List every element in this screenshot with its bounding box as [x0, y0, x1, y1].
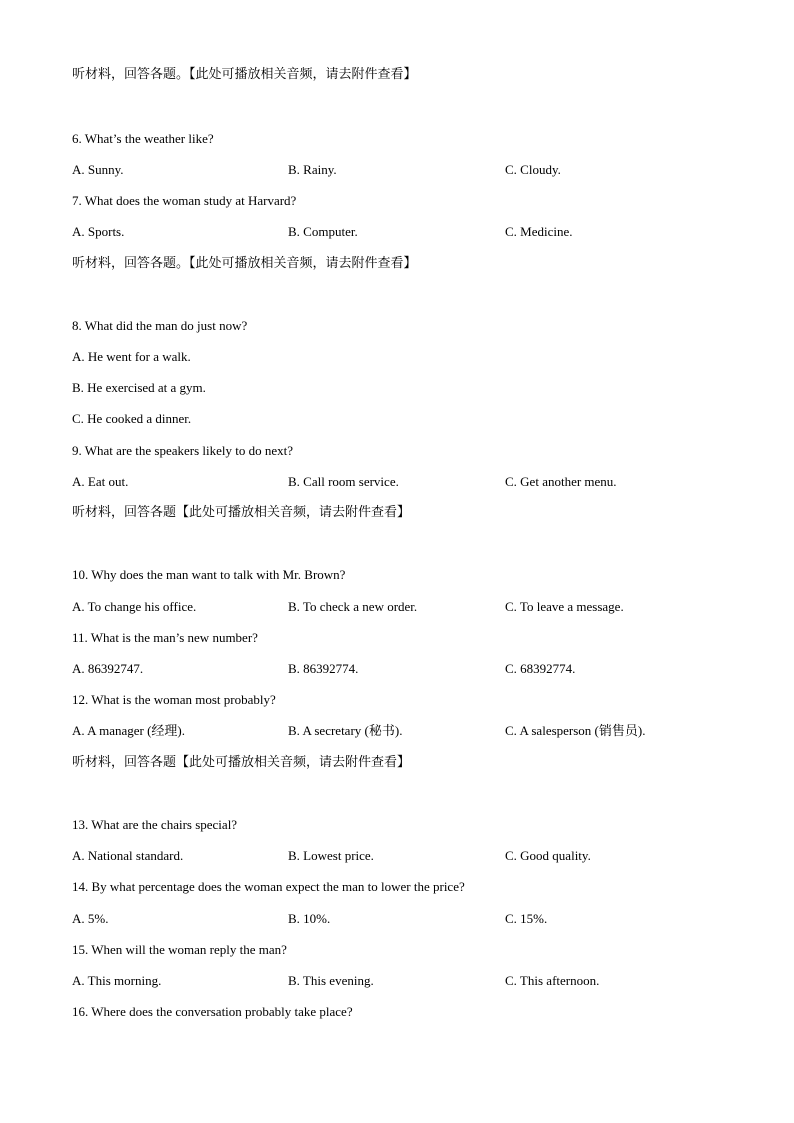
question-stem: 13. What are the chairs special? [72, 817, 238, 832]
option-b: B. Computer. [288, 224, 358, 239]
option-b: B. 86392774. [288, 661, 359, 676]
options-row [0, 848, 794, 864]
question-stem: 12. What is the woman most probably? [72, 692, 276, 707]
option-a: A. This morning. [72, 973, 162, 988]
option-c: C. Get another menu. [505, 474, 617, 489]
question-stem: 10. Why does the man want to talk with Mr. Brown? [72, 567, 346, 582]
option-c: C. He cooked a dinner. [72, 411, 192, 426]
option-a: A. 5%. [72, 911, 109, 926]
option-c: C. 68392774. [505, 661, 576, 676]
option-a: A. Sunny. [72, 162, 124, 177]
option-b: B. This evening. [288, 973, 374, 988]
options-row [0, 723, 794, 739]
option-a: A. To change his office. [72, 599, 197, 614]
question-stem: 8. What did the man do just now? [72, 318, 248, 333]
options-row [0, 661, 794, 677]
option-c: C. Medicine. [505, 224, 573, 239]
section-instruction: 听材料，回答各题。【此处可播放相关音频，请去附件查看】 [72, 256, 417, 271]
section-instruction: 听材料，回答各题【此处可播放相关音频，请去附件查看】 [72, 505, 411, 520]
question-stem: 14. By what percentage does the woman expect the man to lower the price? [72, 879, 465, 894]
options-row [0, 224, 794, 240]
question-stem: 7. What does the woman study at Harvard? [72, 193, 297, 208]
option-b: B. A secretary (秘书). [288, 723, 403, 738]
options-row [0, 911, 794, 927]
options-row [0, 973, 794, 989]
option-c: C. A salesperson (销售员). [505, 723, 646, 738]
option-a: A. Sports. [72, 224, 125, 239]
option-c: C. To leave a message. [505, 599, 624, 614]
option-c: C. This afternoon. [505, 973, 600, 988]
option-c: C. Good quality. [505, 848, 591, 863]
option-b: B. To check a new order. [288, 599, 418, 614]
option-b: B. Lowest price. [288, 848, 374, 863]
option-a: A. A manager (经理). [72, 723, 186, 738]
option-a: A. Eat out. [72, 474, 129, 489]
question-stem: 9. What are the speakers likely to do next? [72, 443, 294, 458]
question-stem: 6. What’s the weather like? [72, 131, 214, 146]
section-instruction: 听材料，回答各题【此处可播放相关音频，请去附件查看】 [72, 755, 411, 770]
option-c: C. Cloudy. [505, 162, 561, 177]
option-c: C. 15%. [505, 911, 548, 926]
options-row [0, 474, 794, 490]
option-b: B. 10%. [288, 911, 331, 926]
option-b: B. He exercised at a gym. [72, 380, 206, 395]
option-b: B. Call room service. [288, 474, 399, 489]
question-stem: 11. What is the man’s new number? [72, 630, 258, 645]
option-a: A. 86392747. [72, 661, 144, 676]
question-stem: 15. When will the woman reply the man? [72, 942, 287, 957]
option-b: B. Rainy. [288, 162, 337, 177]
option-a: A. National standard. [72, 848, 184, 863]
section-instruction: 听材料，回答各题。【此处可播放相关音频，请去附件查看】 [72, 67, 417, 82]
options-row [0, 599, 794, 615]
options-row [0, 162, 794, 178]
question-stem: 16. Where does the conversation probably take place? [72, 1004, 353, 1019]
option-a: A. He went for a walk. [72, 349, 191, 364]
